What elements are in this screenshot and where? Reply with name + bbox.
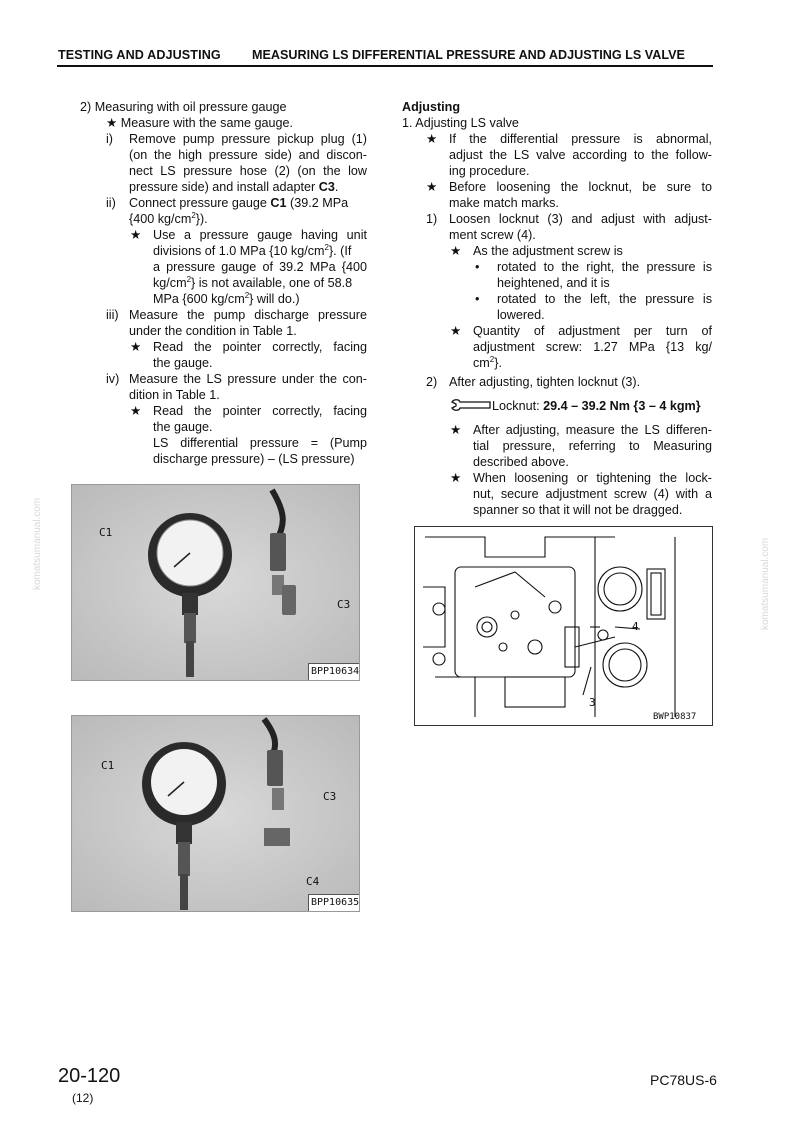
ls-valve-drawing bbox=[414, 526, 713, 726]
substep-1-label: 1) bbox=[426, 212, 438, 226]
substep-iv-note2: the gauge. bbox=[153, 420, 213, 434]
header-divider bbox=[57, 65, 713, 67]
callout-c3: C3 bbox=[337, 598, 351, 611]
note-match-marks-line2: make match marks. bbox=[449, 196, 559, 210]
gauge-note-line5: MPa {600 $kg/cm^2$} will do.) bbox=[153, 291, 300, 306]
substep-iii-note2: the gauge. bbox=[153, 356, 213, 370]
screw-note-left-1: rotated to the left, the pressure is bbox=[497, 292, 712, 306]
substep-i-label: i) bbox=[106, 132, 113, 146]
substep-ii-line2: {400 $kg/cm^2$}). bbox=[129, 211, 208, 226]
page-title: MEASURING LS DIFFERENTIAL PRESSURE AND ADJUSTING LS VALVE bbox=[252, 48, 685, 62]
gauge-note-line3: a pressure gauge of 39.2 MPa {400 bbox=[153, 260, 367, 274]
secure-screw-line2: nut, secure adjustment screw (4) with a bbox=[473, 487, 712, 501]
substep-2-label: 2) bbox=[426, 375, 438, 389]
star-icon: ★ bbox=[450, 471, 462, 485]
after-adjust-line3: described above. bbox=[473, 455, 569, 469]
step-2-heading: 2) Measuring with oil pressure gauge bbox=[80, 100, 287, 114]
substep-1-line1: Loosen locknut (3) and adjust with adjust- bbox=[449, 212, 712, 226]
star-icon: ★ bbox=[130, 404, 142, 418]
note-abnormal-line3: ing procedure. bbox=[449, 164, 530, 178]
substep-iii-label: iii) bbox=[106, 308, 119, 322]
page-revision: (12) bbox=[72, 1091, 94, 1105]
note-same-gauge: ★ Measure with the same gauge. bbox=[106, 116, 293, 130]
note-match-marks-line1: Before loosening the locknut, be sure to bbox=[449, 180, 712, 194]
substep-iv-note1: Read the pointer correctly, facing bbox=[153, 404, 367, 418]
star-icon: ★ bbox=[450, 324, 462, 338]
valve-line-drawing bbox=[415, 527, 712, 725]
star-icon: ★ bbox=[450, 244, 462, 258]
substep-i-line2: (on the high pressure side) and discon- bbox=[129, 148, 367, 162]
note-abnormal-line1: If the differential pressure is abnormal, bbox=[449, 132, 712, 146]
substep-iii-line1: Measure the pump discharge pressure bbox=[129, 308, 367, 322]
substep-i-line3: nect LS pressure hose (2) (on the low bbox=[129, 164, 367, 178]
photo-gauge-c1-c3-c4 bbox=[71, 715, 360, 912]
secure-screw-line3: spanner so that it will not be dragged. bbox=[473, 503, 683, 517]
watermark-right: komatsumanual.com bbox=[760, 537, 771, 630]
callout-locknut-3: 3 bbox=[589, 696, 596, 709]
gauge-photo-illustration bbox=[72, 485, 359, 680]
after-adjust-line1: After adjusting, measure the LS differen- bbox=[473, 423, 712, 437]
quantity-note-line3: $cm^2$}. bbox=[473, 355, 502, 370]
torque-spec: Locknut: 29.4 – 39.2 Nm {3 – 4 kgm} bbox=[450, 398, 701, 414]
star-icon: ★ bbox=[450, 423, 462, 437]
substep-iii-line2: under the condition in Table 1. bbox=[129, 324, 297, 338]
photo-gauge-c1-c3 bbox=[71, 484, 360, 681]
step-1-heading: 1. Adjusting LS valve bbox=[402, 116, 519, 130]
substep-i-line1: Remove pump pressure pickup plug (1) bbox=[129, 132, 367, 146]
figure-code: BPP10635 bbox=[308, 894, 360, 912]
formula-line1: LS differential pressure = (Pump bbox=[153, 436, 367, 450]
star-icon: ★ bbox=[426, 132, 438, 146]
substep-iii-note1: Read the pointer correctly, facing bbox=[153, 340, 367, 354]
screw-note-right-1: rotated to the right, the pressure is bbox=[497, 260, 712, 274]
substep-iv-line1: Measure the LS pressure under the con- bbox=[129, 372, 367, 386]
callout-c3: C3 bbox=[323, 790, 337, 803]
screw-note-right-2: heightened, and it is bbox=[497, 276, 610, 290]
secure-screw-line1: When loosening or tightening the lock- bbox=[473, 471, 712, 485]
screw-note-intro: As the adjustment screw is bbox=[473, 244, 623, 258]
substep-1-line2: ment screw (4). bbox=[449, 228, 536, 242]
adjusting-heading: Adjusting bbox=[402, 100, 461, 114]
callout-c1: C1 bbox=[99, 526, 113, 539]
callout-screw-4: 4 bbox=[632, 620, 639, 633]
after-adjust-line2: tial pressure, referring to Measuring bbox=[473, 439, 712, 453]
callout-c4: C4 bbox=[306, 875, 320, 888]
star-icon: ★ bbox=[130, 340, 142, 354]
star-icon: ★ bbox=[130, 228, 142, 242]
substep-2-line1: After adjusting, tighten locknut (3). bbox=[449, 375, 641, 389]
bullet-icon: • bbox=[475, 292, 480, 306]
quantity-note-line2: adjustment screw: 1.27 MPa {13 kg/ bbox=[473, 340, 712, 354]
screw-note-left-2: lowered. bbox=[497, 308, 545, 322]
bullet-icon: • bbox=[475, 260, 480, 274]
substep-ii-label: ii) bbox=[106, 196, 116, 210]
callout-c1: C1 bbox=[101, 759, 115, 772]
gauge-note-line4: $kg/cm^2$} is not available, one of 58.8 bbox=[153, 275, 353, 290]
star-icon: ★ bbox=[426, 180, 438, 194]
formula-line2: discharge pressure) – (LS pressure) bbox=[153, 452, 355, 466]
substep-iv-line2: dition in Table 1. bbox=[129, 388, 220, 402]
wrench-icon bbox=[450, 398, 492, 412]
gauge-note-line2: divisions of 1.0 MPa {10 $kg/cm^2$}. (If bbox=[153, 243, 352, 258]
figure-code: BPP10634 bbox=[308, 663, 360, 681]
substep-iv-label: iv) bbox=[106, 372, 120, 386]
model-number: PC78US-6 bbox=[650, 1072, 717, 1088]
substep-ii-line1: Connect pressure gauge C1 (39.2 MPa bbox=[129, 196, 349, 210]
note-abnormal-line2: adjust the LS valve according to the follow- bbox=[449, 148, 712, 162]
substep-i-line4: pressure side) and install adapter C3. bbox=[129, 180, 339, 194]
page-number: 20-120 bbox=[58, 1065, 121, 1087]
watermark-left: komatsumanual.com bbox=[32, 497, 43, 590]
gauge-note-line1: Use a pressure gauge having unit bbox=[153, 228, 367, 242]
section-title: TESTING AND ADJUSTING bbox=[58, 48, 221, 62]
figure-code: BWP10837 bbox=[653, 712, 697, 722]
quantity-note-line1: Quantity of adjustment per turn of bbox=[473, 324, 712, 338]
